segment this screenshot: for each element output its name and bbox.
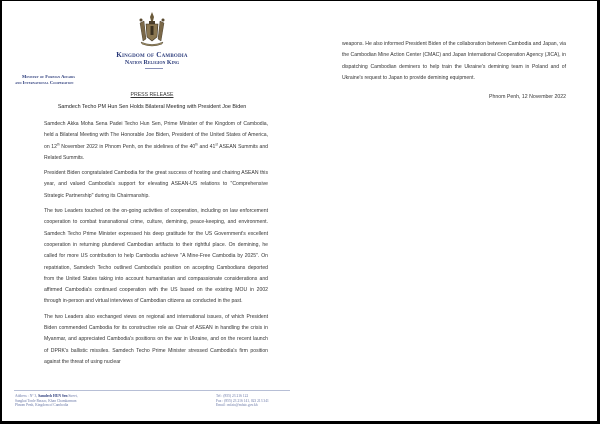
royal-coat-of-arms-icon <box>137 11 167 47</box>
footer-address <box>15 394 78 408</box>
paragraph-2: President Biden congratulated Cambodia for the great success of hosting and chairing ASEAN this year, and valued Cambodia's support for elevating ASEAN-US relations to "Comprehensive Strategic Partnership" during its Chairmanship. <box>44 170 268 199</box>
page-2 <box>300 1 596 421</box>
footer-fax: Fax : (855) 23 216 141, 023 213 341 <box>216 398 269 403</box>
kingdom-heading: Kingdom of Cambodia <box>116 51 188 59</box>
address-line-3: Phnom Penh, Kingdom of Cambodia <box>15 403 69 408</box>
body-text <box>44 119 268 372</box>
footer-tel: Tel : (855) 23 216 122 <box>216 394 249 398</box>
ministry-line-1: Ministry of Foreign Affairs <box>22 74 75 79</box>
paragraph-3: The two Leaders touched on the on-going activities of cooperation, including on law enforcement cooperation to combat transnational crime, culture, demining, peace-keeping, and environment. Samdech Techo Prime Minister expressed his deep gratitude for the US Government's excellent cooperation in returning plundered Cambodian artifacts to their rightful place. On demining, he called for more US contribution to help Cambodia achieve "A Mine-Free Cambodia by 2025". On repatriation, Samdech Techo outlined Cambodia's position on accepting Cambodians deported from the United States taking into account humanitarian and compassionate considerations and affirmed Cambodia's continued cooperation with the US based on the existing MOU in 2002 through in-person and virtual interviews of Cambodian citizens as conducted in the past. <box>44 208 268 305</box>
motto-heading: Nation Religion King <box>124 60 180 66</box>
page-1 <box>2 1 300 421</box>
footer-divider <box>14 390 290 391</box>
paragraph-4-continued: weapons. He also informed President Biden of the collaboration between Cambodia and Japan, via the Cambodian Mine Action Center (CMAC) and Japan International Cooperation Agency (JICA), in dispatching Cambodian deminers to help train the Ukraine's demining team in Poland and of Ukraine's request to Japan to provide demining equipment. <box>342 41 566 81</box>
ornament-divider <box>145 68 163 69</box>
press-release-title: Samdech Techo PM Hun Sen Holds Bilateral Meeting with President Joe Biden <box>57 104 247 110</box>
paragraph-1: Samdech Akka Moha Sena Padei Techo Hun Sen, Prime Minister of the Kingdom of Cambodia, held a Bilateral Meeting with The Honorable Joe Biden, President of the United States of America, on 12th November 2022 in Phnom Penh, on the sidelines of the 40th and 41st ASEAN Summits and Related Summits. <box>44 121 269 161</box>
footer-email: Email : mfaic@mfaic.gov.kh <box>216 403 258 408</box>
body-text-continued <box>342 39 566 84</box>
ministry-name <box>15 74 75 85</box>
paragraph-4: The two Leaders also exchanged views on regional and international issues, of which President Biden commended Cambodia for its constructive role as Chair of ASEAN in handling the crisis in Myanmar, and appreciated Cambodia's positions on the war in Ukraine, and on the recent launch of DPRK's ballistic missiles. Samdech Techo Prime Minister stressed Cambodia's firm position against the threat of using nuclear <box>44 313 268 365</box>
press-release-label: PRESS RELEASE <box>130 92 174 98</box>
place-date: Phnom Penh, 12 November 2022 <box>489 94 566 100</box>
address-line-2: Sangkat Tonle Bassac, Khan Chamkarmon <box>15 398 77 403</box>
footer-contact <box>216 394 269 408</box>
ministry-line-2: and International Cooperation <box>15 79 74 85</box>
address-line-1: Address : N° 3, Samdech HUN Sen Street, <box>15 394 78 398</box>
